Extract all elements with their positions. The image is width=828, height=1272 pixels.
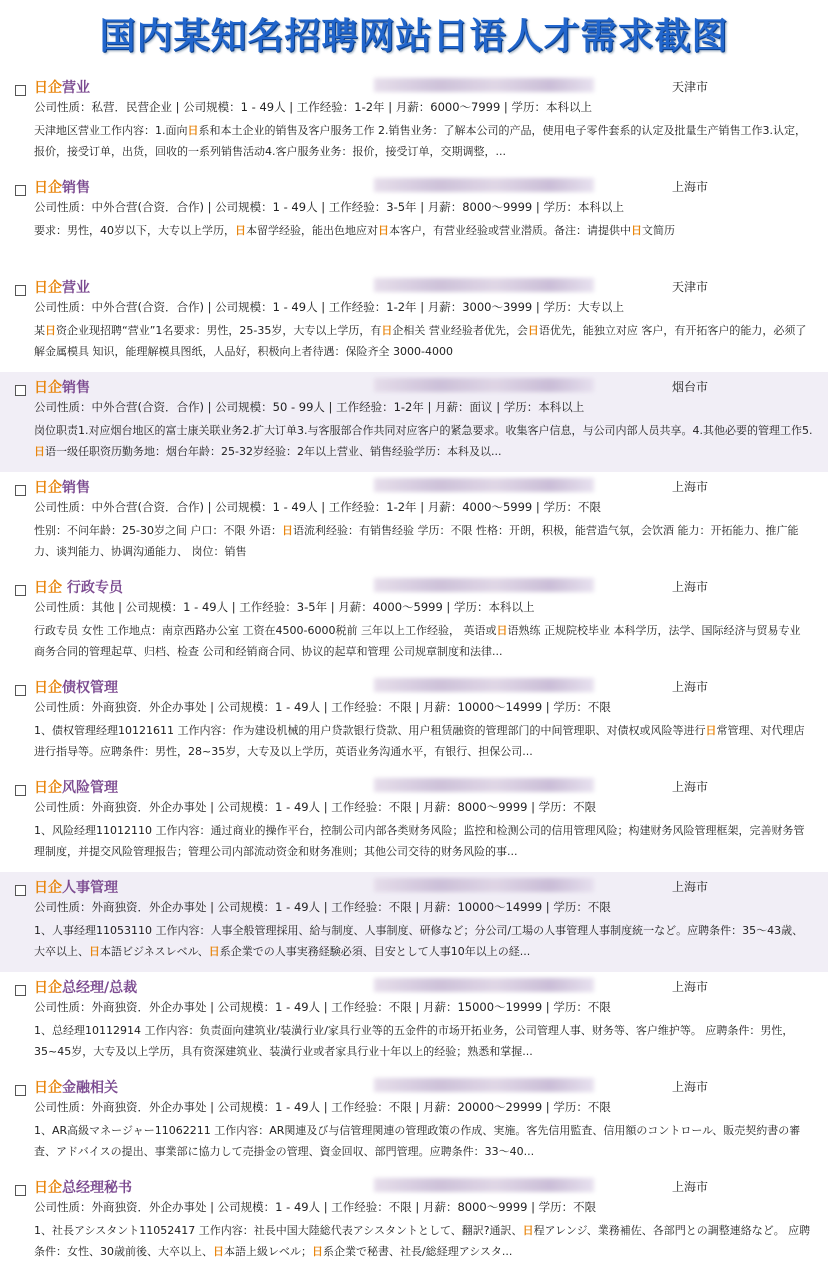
job-title-link[interactable]: [34, 277, 90, 297]
job-meta: 公司性质：私营．民营企业 | 公司规模：1 - 49人 | 工作经验：1-2年 | 月薪：6000～7999 | 学历：本科以上: [34, 100, 592, 114]
job-meta: 公司性质：其他 | 公司规模：1 - 49人 | 工作经验：3-5年 | 月薪：4000～5999 | 学历：本科以上: [34, 600, 535, 614]
listing-header: [34, 172, 828, 198]
title-text: 总经理秘书: [62, 1180, 132, 1196]
job-description: 1、社長アシスタント11052417 工作内容：社長中国大陸総代表アシスタントとして、翻訳?通訳、日程アレンジ、業務補佐、各部門との調整連絡など。 应聘条件：女性、30歳前後、大卒以上、日本語上級レベル；日系企業で秘書、社長/総経理アシスタ...: [34, 1224, 811, 1258]
job-city: 上海市: [672, 580, 709, 594]
job-listing: [0, 372, 828, 472]
job-description: 某日资企业现招聘“营业”1名要求：男性，25-35岁，大专以上学历，有日企相关 营业经验者优先，会日语优先，能独立对应 客户，有开拓客户的能力，必须了解金属模具 知识，能理解模具图纸，人品好，积极向上者待遇：保险齐全 3000-4000: [34, 324, 807, 358]
title-prefix: 日企: [34, 280, 62, 296]
job-title-link[interactable]: [34, 177, 90, 197]
job-meta: 公司性质：外商独资．外企办事处 | 公司规模：1 - 49人 | 工作经验：不限 | 月薪：8000～9999 | 学历：不限: [34, 1200, 597, 1214]
job-city: 上海市: [672, 480, 709, 494]
title-prefix: 日企: [34, 180, 62, 196]
job-listing: [0, 1072, 828, 1172]
select-checkbox[interactable]: [15, 385, 26, 396]
job-title-link[interactable]: [34, 1177, 132, 1197]
title-prefix: 日企: [34, 980, 62, 996]
listing-header: [34, 772, 828, 798]
job-title-link[interactable]: [34, 977, 137, 997]
company-name-blurred[interactable]: [374, 278, 594, 292]
job-meta: 公司性质：中外合营(合资．合作) | 公司规模：1 - 49人 | 工作经验：3-5年 | 月薪：8000～9999 | 学历：本科以上: [34, 200, 624, 214]
title-prefix: 日企: [34, 880, 62, 896]
job-listing: [0, 572, 828, 672]
title-text: 债权管理: [62, 680, 118, 696]
job-meta: 公司性质：中外合营(合资．合作) | 公司规模：50 - 99人 | 工作经验：1-2年 | 月薪：面议 | 学历：本科以上: [34, 400, 585, 414]
job-city: 上海市: [672, 680, 709, 694]
job-title-link[interactable]: [34, 677, 118, 697]
job-description: 天津地区营业工作内容：1.面向日系和本土企业的销售及客户服务工作 2.销售业务：了解本公司的产品，使用电子零件套系的认定及批量生产销售工作3.认定，报价，接受订单，出货，回收的一系列销售活动4.客户服务业务：报价，接受订单，交期调整，...: [34, 124, 806, 158]
job-meta: 公司性质：外商独资．外企办事处 | 公司规模：1 - 49人 | 工作经验：不限 | 月薪：10000～14999 | 学历：不限: [34, 900, 611, 914]
select-checkbox[interactable]: [15, 185, 26, 196]
job-listing: [0, 1172, 828, 1272]
job-title-link[interactable]: [34, 877, 118, 897]
job-description: 1、AR高級マネージャー11062211 工作内容：AR関連及び与信管理関連の管理政策の作成、実施。客先信用監査、信用額のコントロール、販売契約書の審査、アドバイスの提出、事業部に協力して売掛金の管理、資金回収、部門管理。应聘条件：33～40...: [34, 1124, 801, 1158]
job-title-link[interactable]: [34, 777, 118, 797]
job-listing: [0, 272, 828, 372]
company-name-blurred[interactable]: [374, 978, 594, 992]
job-listing: [0, 772, 828, 872]
job-list: [0, 72, 828, 1272]
listing-header: [34, 472, 828, 498]
job-description: 行政专员 女性 工作地点：南京西路办公室 工资在4500-6000税前 三年以上工作经验， 英语或日语熟练 正规院校毕业 本科学历，法学、国际经济与贸易专业 商务合同的管理起草、归档、检查 公司和经销商合同、协议的起草和管理 公司规章制度和法律...: [34, 624, 801, 658]
job-description: 岗位职责1.对应烟台地区的富士康关联业务2.扩大订单3.与客服部合作共同对应客户的紧急要求。收集客户信息，与公司内部人员共享。4.其他必要的管理工作5.日语一级任职资历勤务地：烟台年龄：25-32岁经验：2年以上营业、销售经验学历：本科及以...: [34, 424, 813, 458]
job-title-link[interactable]: [34, 1077, 118, 1097]
banner-title: 国内某知名招聘网站日语人才需求截图: [99, 16, 729, 57]
job-city: 上海市: [672, 180, 709, 194]
job-meta: 公司性质：外商独资．外企办事处 | 公司规模：1 - 49人 | 工作经验：不限 | 月薪：8000～9999 | 学历：不限: [34, 800, 597, 814]
select-checkbox[interactable]: [15, 885, 26, 896]
title-prefix: 日企: [34, 780, 62, 796]
title-text: 销售: [62, 180, 90, 196]
title-prefix: 日企: [34, 480, 62, 496]
listing-header: [34, 972, 828, 998]
job-description: 性别：不问年龄：25-30岁之间 户口：不限 外语：日语流利经验：有销售经验 学历：不限 性格：开朗，积极，能营造气氛，会饮酒 能力：开拓能力、推广能力、谈判能力、协调沟通能力、 岗位：销售: [34, 524, 799, 558]
company-name-blurred[interactable]: [374, 878, 594, 892]
job-city: 上海市: [672, 980, 709, 994]
job-title-link[interactable]: [34, 77, 90, 97]
job-city: 烟台市: [672, 380, 709, 394]
title-text: 金融相关: [62, 1080, 118, 1096]
job-meta: 公司性质：中外合营(合资．合作) | 公司规模：1 - 49人 | 工作经验：1-2年 | 月薪：3000～3999 | 学历：大专以上: [34, 300, 624, 314]
company-name-blurred[interactable]: [374, 1078, 594, 1092]
select-checkbox[interactable]: [15, 785, 26, 796]
select-checkbox[interactable]: [15, 85, 26, 96]
title-text: 行政专员: [62, 580, 123, 596]
title-text: 风险管理: [62, 780, 118, 796]
select-checkbox[interactable]: [15, 1085, 26, 1096]
title-text: 人事管理: [62, 880, 118, 896]
company-name-blurred[interactable]: [374, 1178, 594, 1192]
job-meta: 公司性质：中外合营(合资．合作) | 公司规模：1 - 49人 | 工作经验：1-2年 | 月薪：4000～5999 | 学历：不限: [34, 500, 601, 514]
listing-header: [34, 872, 828, 898]
job-description: 1、人事经理11053110 工作内容：人事全般管理採用、給与制度、人事制度、研修など；分公司/工場の人事管理人事制度統一など。应聘条件：35～43歳、大卒以上、日本語ビジネスレベル、日系企業での人事実務経験必須、目安として人事10年以上の経...: [34, 924, 804, 958]
job-description: 1、债权管理经理10121611 工作内容：作为建设机械的用户贷款银行贷款、用户租赁融资的管理部门的中间管理职、对债权或风险等进行日常管理、对代理店进行指导等。应聘条件：男性，28~35岁，大专及以上学历，英语业务沟通水平，有银行、担保公司...: [34, 724, 805, 758]
job-city: 上海市: [672, 1080, 709, 1094]
title-prefix: 日企: [34, 1080, 62, 1096]
job-description: 1、总经理10112914 工作内容：负责面向建筑业/装潢行业/家具行业等的五金件的市场开拓业务，公司管理人事、财务等、客户维护等。 应聘条件：男性，35~45岁，大专及以上学历，具有资深建筑业、装潢行业或者家具行业十年以上的经验；熟悉和掌握...: [34, 1024, 794, 1058]
job-listing: [0, 972, 828, 1072]
job-description: 1、风险经理11012110 工作内容：通过商业的操作平台，控制公司内部各类财务风险；监控和检测公司的信用管理风险；构建财务风险管理框架，完善财务管理制度，并提交风险管理报告；管理公司内部流动资金和财务准则；其他公司交待的财务风险的事...: [34, 824, 805, 858]
company-name-blurred[interactable]: [374, 478, 594, 492]
company-name-blurred[interactable]: [374, 78, 594, 92]
job-meta: 公司性质：外商独资．外企办事处 | 公司规模：1 - 49人 | 工作经验：不限 | 月薪：10000～14999 | 学历：不限: [34, 700, 611, 714]
listing-header: [34, 572, 828, 598]
listing-header: [34, 672, 828, 698]
select-checkbox[interactable]: [15, 485, 26, 496]
job-listing: [0, 872, 828, 972]
title-prefix: 日企: [34, 580, 62, 596]
company-name-blurred[interactable]: [374, 178, 594, 192]
title-text: 销售: [62, 480, 90, 496]
job-city: 上海市: [672, 780, 709, 794]
title-text: 总经理/总裁: [62, 980, 138, 996]
select-checkbox[interactable]: [15, 285, 26, 296]
job-city: 天津市: [672, 80, 709, 94]
job-title-link[interactable]: [34, 577, 123, 597]
title-prefix: 日企: [34, 680, 62, 696]
title-text: 营业: [62, 280, 90, 296]
banner: [0, 0, 828, 70]
job-listing: [0, 672, 828, 772]
job-meta: 公司性质：外商独资．外企办事处 | 公司规模：1 - 49人 | 工作经验：不限 | 月薪：15000～19999 | 学历：不限: [34, 1000, 611, 1014]
listing-header: [34, 372, 828, 398]
company-name-blurred[interactable]: [374, 678, 594, 692]
job-city: 上海市: [672, 880, 709, 894]
select-checkbox[interactable]: [15, 1185, 26, 1196]
listing-header: [34, 72, 828, 98]
select-checkbox[interactable]: [15, 685, 26, 696]
job-title-link[interactable]: [34, 477, 90, 497]
company-name-blurred[interactable]: [374, 378, 594, 392]
listing-header: [34, 272, 828, 298]
company-name-blurred[interactable]: [374, 778, 594, 792]
job-listing: [0, 472, 828, 572]
job-city: 上海市: [672, 1180, 709, 1194]
job-description: 要求：男性，40岁以下，大专以上学历，日本留学经验，能出色地应对日本客户，有营业经验或营业潜质。备注：请提供中日文简历: [34, 224, 675, 237]
title-prefix: 日企: [34, 80, 62, 96]
listing-header: [34, 1172, 828, 1198]
select-checkbox[interactable]: [15, 985, 26, 996]
title-text: 营业: [62, 80, 90, 96]
listing-header: [34, 1072, 828, 1098]
select-checkbox[interactable]: [15, 585, 26, 596]
job-city: 天津市: [672, 280, 709, 294]
title-prefix: 日企: [34, 1180, 62, 1196]
job-listing: [0, 72, 828, 172]
company-name-blurred[interactable]: [374, 578, 594, 592]
job-listing: [0, 172, 828, 272]
job-title-link[interactable]: [34, 377, 90, 397]
job-meta: 公司性质：外商独资．外企办事处 | 公司规模：1 - 49人 | 工作经验：不限 | 月薪：20000～29999 | 学历：不限: [34, 1100, 611, 1114]
title-text: 销售: [62, 380, 90, 396]
title-prefix: 日企: [34, 380, 62, 396]
